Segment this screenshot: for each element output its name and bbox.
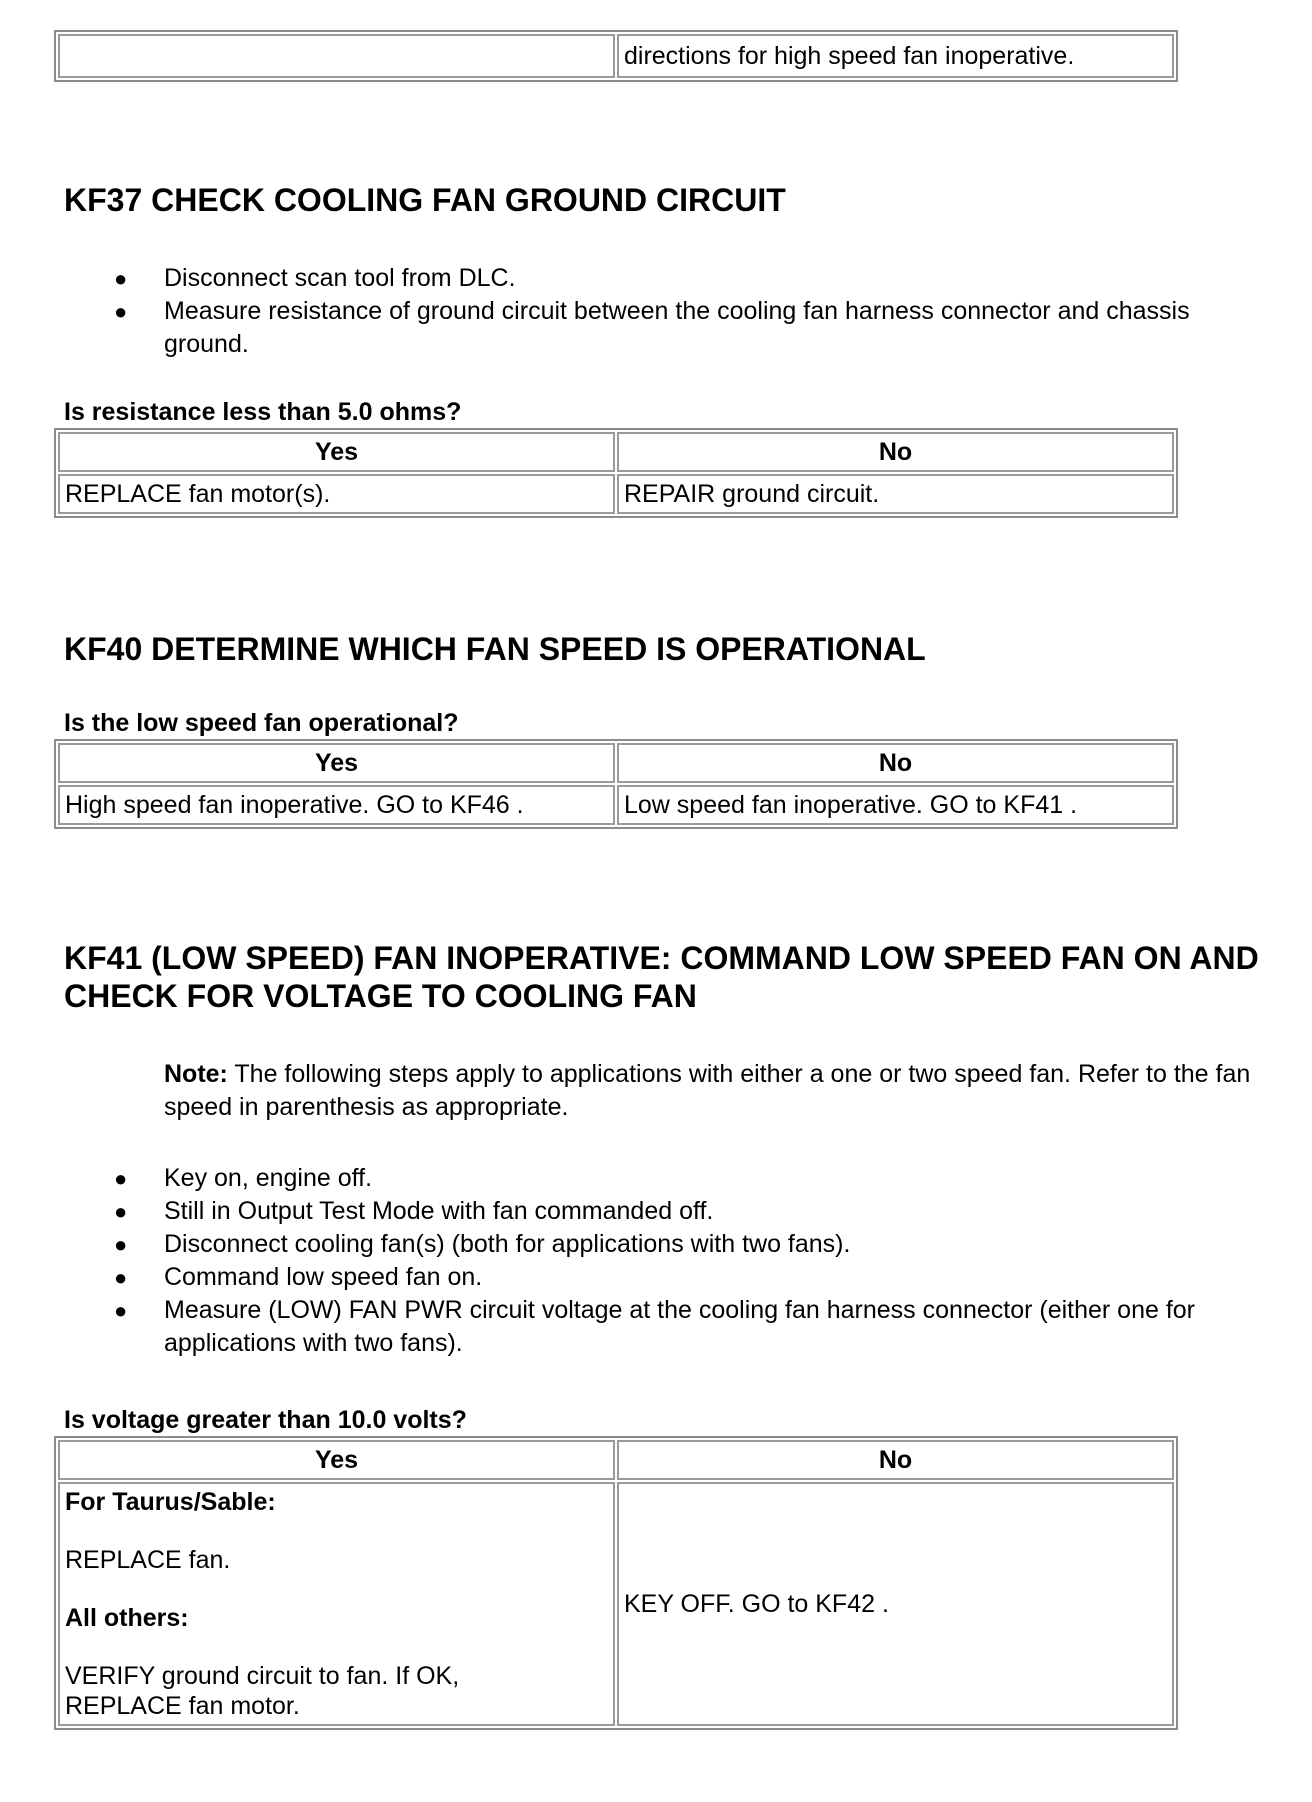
bullet-icon: ●: [114, 1166, 128, 1191]
kf41-table: [54, 1436, 1178, 1730]
kf40-table: [54, 739, 1178, 829]
no-cell: KEY OFF. GO to KF42 .: [617, 1482, 1174, 1726]
kf41-note: [164, 1058, 1264, 1124]
yes-text-taurus: REPLACE fan.: [65, 1546, 231, 1574]
top-table: [54, 30, 1178, 82]
bullet-icon: ●: [114, 1232, 128, 1257]
kf41-heading: KF41 (LOW SPEED) FAN INOPERATIVE: COMMAND LOW SPEED FAN ON AND CHECK FOR VOLTAGE TO COOLING FAN: [64, 940, 1259, 1014]
kf37-bullet-list: [108, 262, 1218, 361]
table-header-row: [58, 743, 1174, 783]
list-item: ● Measure resistance of ground circuit between the cooling fan harness connector and chassis ground.: [114, 297, 1190, 358]
table-row: [58, 474, 1174, 514]
note-label: Note:: [164, 1060, 228, 1088]
kf37-question: Is resistance less than 5.0 ohms?: [64, 398, 462, 426]
table-row: [58, 785, 1174, 825]
bullet-icon: ●: [114, 266, 128, 291]
no-header: No: [617, 1440, 1174, 1480]
table-row: [58, 1482, 1174, 1726]
list-item: ● Key on, engine off.: [108, 1162, 1218, 1195]
bullet-icon: ●: [114, 1199, 128, 1224]
kf37-table: [54, 428, 1178, 518]
yes-cell: High speed fan inoperative. GO to KF46 .: [58, 785, 615, 825]
no-cell: Low speed fan inoperative. GO to KF41 .: [617, 785, 1174, 825]
list-item: ● Measure (LOW) FAN PWR circuit voltage at the cooling fan harness connector (either one for applications with two fans).: [114, 1296, 1196, 1357]
yes-text-others: VERIFY ground circuit to fan. If OK, REPLACE fan motor.: [65, 1662, 460, 1720]
yes-header: Yes: [58, 1440, 615, 1480]
bullet-icon: ●: [114, 1265, 128, 1290]
table-row: [58, 34, 1174, 78]
top-table-right-cell: directions for high speed fan inoperative.: [617, 34, 1174, 78]
list-item: ● Still in Output Test Mode with fan commanded off.: [108, 1195, 1218, 1228]
kf41-bullet-list: [108, 1162, 1218, 1360]
table-header-row: [58, 432, 1174, 472]
yes-cell: REPLACE fan motor(s).: [58, 474, 615, 514]
yes-label-others: All others:: [65, 1604, 189, 1632]
yes-header: Yes: [58, 432, 615, 472]
table-header-row: [58, 1440, 1174, 1480]
kf41-question: Is voltage greater than 10.0 volts?: [64, 1406, 467, 1434]
no-header: No: [617, 743, 1174, 783]
no-header: No: [617, 432, 1174, 472]
yes-label-taurus: For Taurus/Sable:: [65, 1488, 276, 1516]
list-item: ● Disconnect scan tool from DLC.: [108, 262, 1218, 295]
bullet-icon: ●: [114, 1298, 128, 1323]
kf40-question: Is the low speed fan operational?: [64, 709, 459, 737]
bullet-icon: ●: [114, 299, 128, 324]
top-table-left-cell: [58, 34, 615, 78]
no-cell: REPAIR ground circuit.: [617, 474, 1174, 514]
kf40-heading: KF40 DETERMINE WHICH FAN SPEED IS OPERATIONAL: [64, 631, 926, 667]
yes-header: Yes: [58, 743, 615, 783]
note-text: The following steps apply to applications with either a one or two speed fan. Refer to the fan speed in parenthesis as appropriate.: [164, 1060, 1251, 1121]
list-item: ● Command low speed fan on.: [108, 1261, 1218, 1294]
yes-cell: [58, 1482, 615, 1726]
kf37-heading: KF37 CHECK COOLING FAN GROUND CIRCUIT: [64, 182, 786, 218]
list-item: ● Disconnect cooling fan(s) (both for applications with two fans).: [108, 1228, 1218, 1261]
